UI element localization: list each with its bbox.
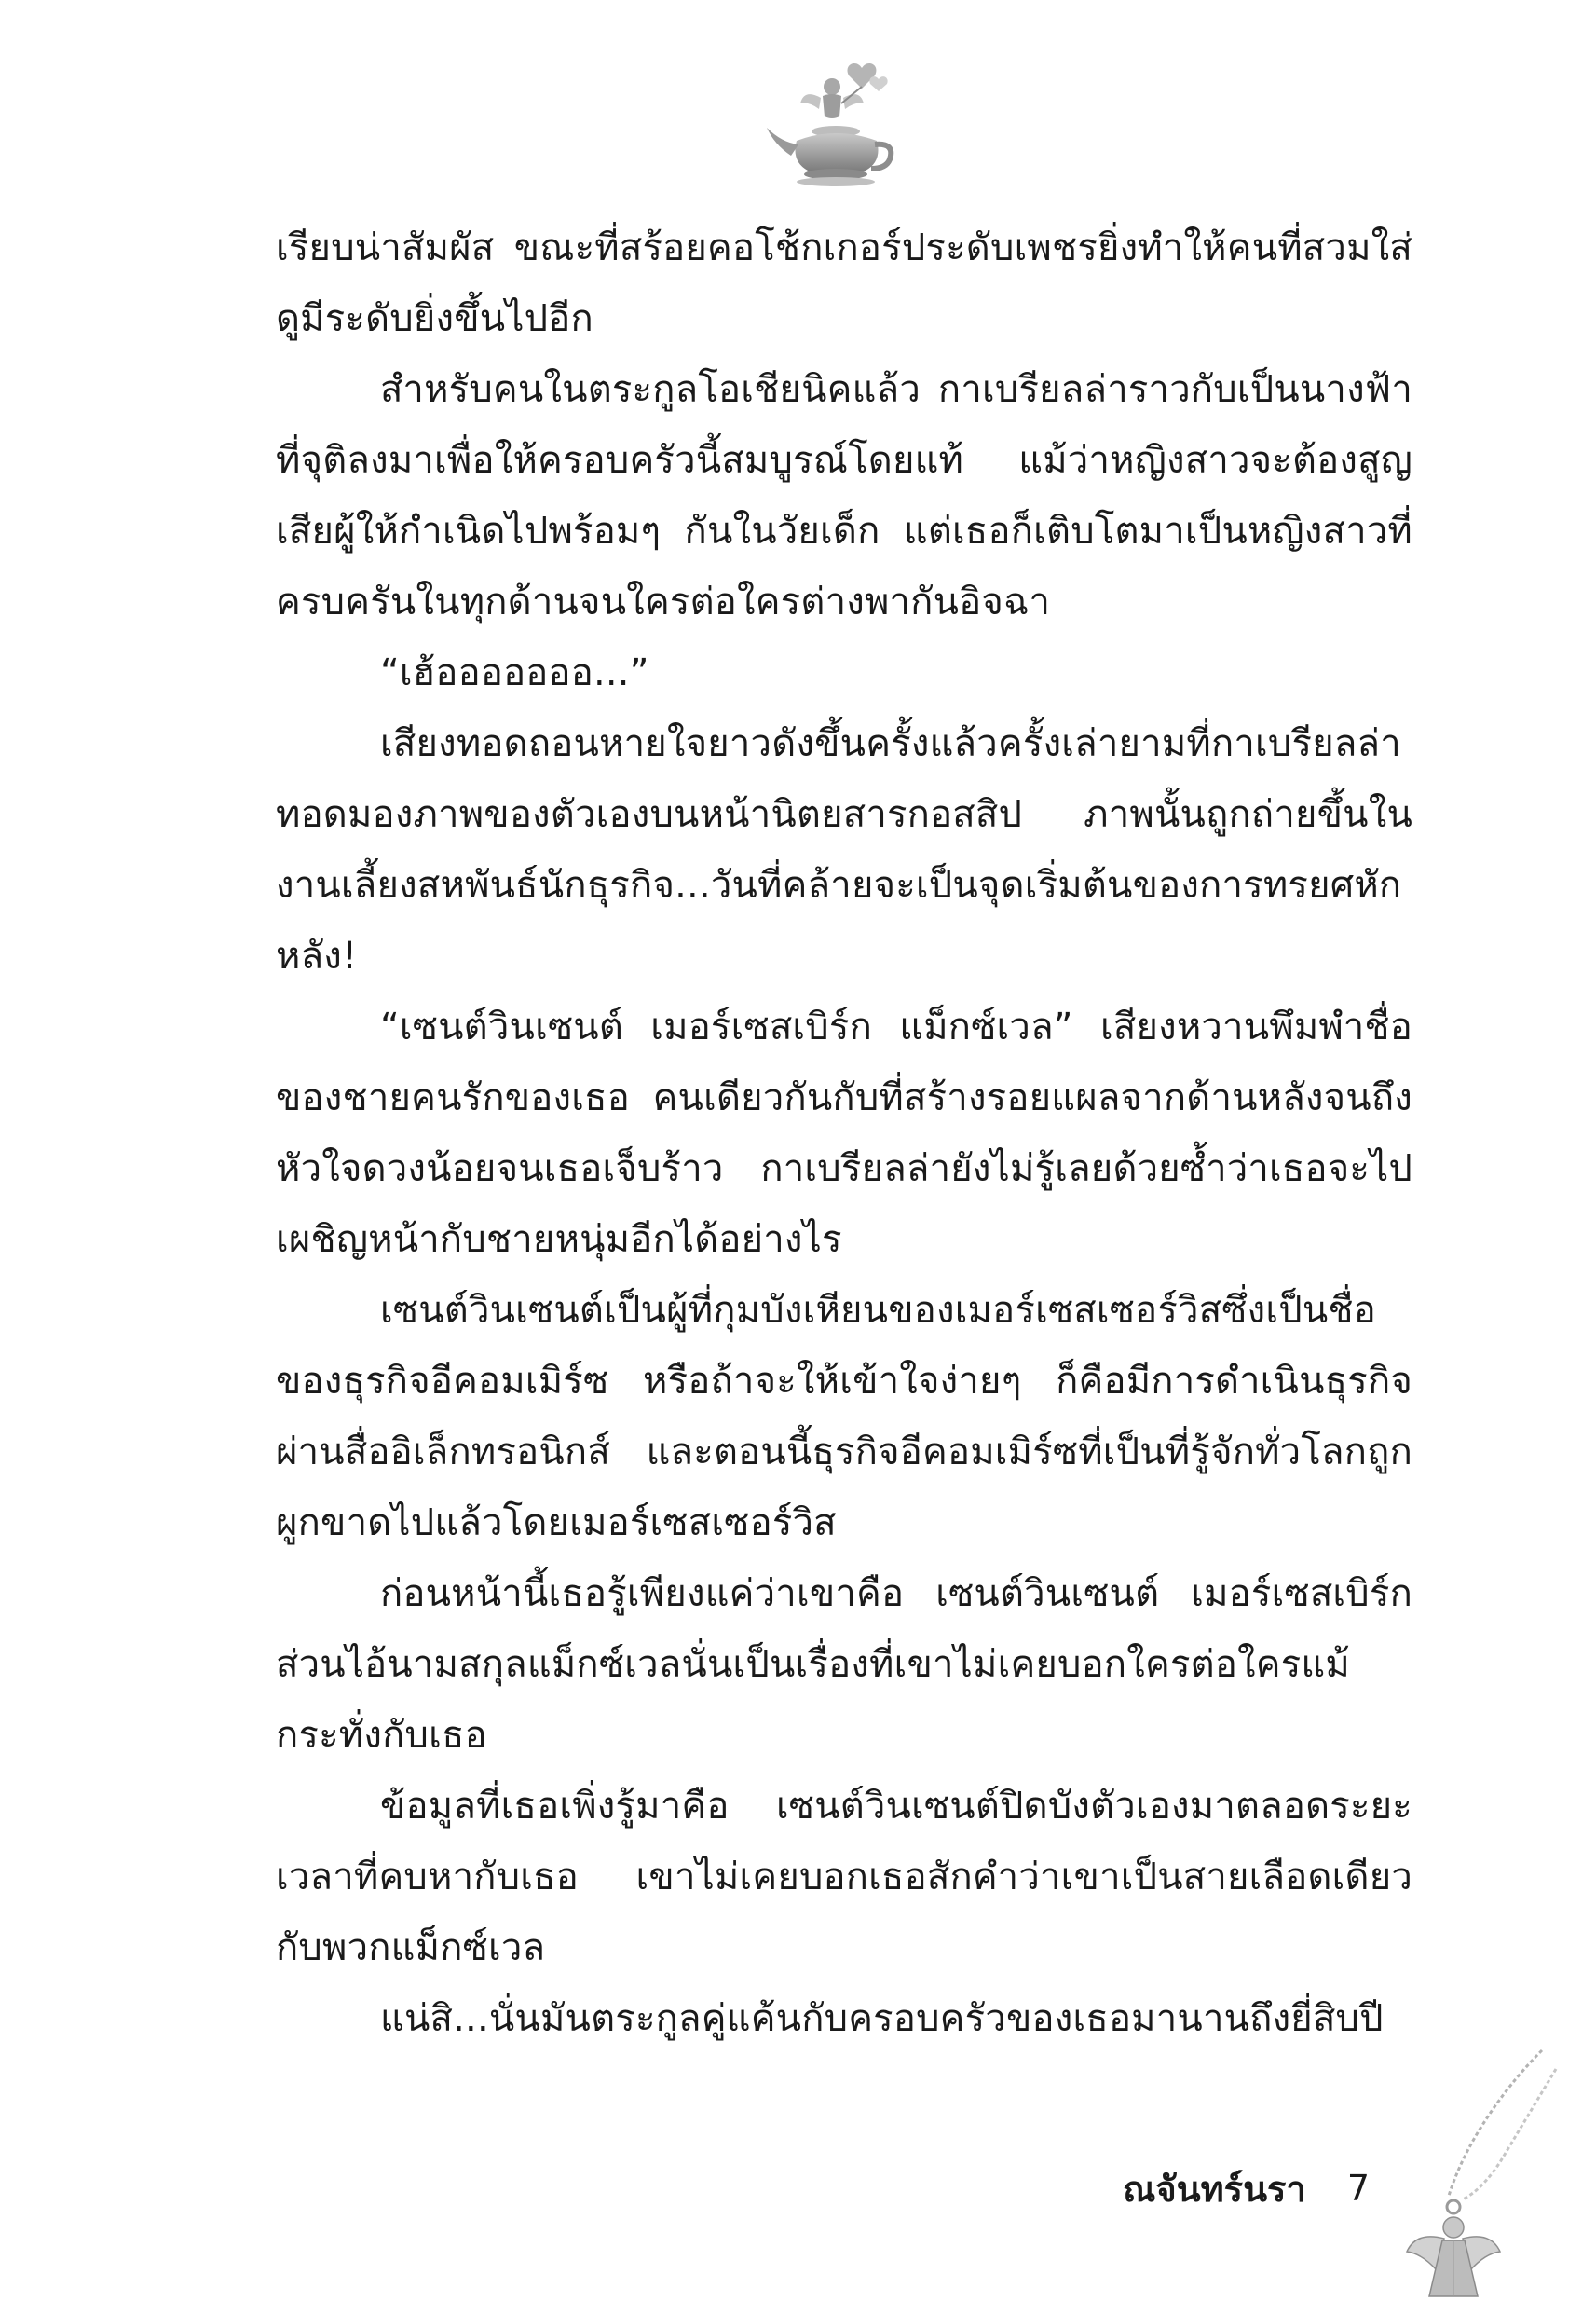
- page-footer: [1062, 2160, 1370, 2216]
- paragraph-7: ก่อนหน้านี้เธอรู้เพียงแค่ว่าเขาคือ เซนต์วินเซนต์ เมอร์เซสเบิร์ก ส่วนไอ้นามสกุลแม็กซ์เวลนั่นเป็นเรื่องที่เขาไม่เคยบอกใครต่อใครแม้กระทั่งกับเธอ: [276, 1572, 1412, 1757]
- paragraph-3: “เฮ้อออออออ...”: [380, 651, 649, 694]
- page-number: 7: [1346, 2168, 1370, 2209]
- author-name: ณจันทร์นรา: [1123, 2168, 1306, 2210]
- teapot-with-cupid-ornament-icon: [759, 51, 908, 191]
- paragraph-4: เสียงทอดถอนหายใจยาวดังขึ้นครั้งแล้วครั้งเล่ายามที่กาเบรียลล่าทอดมองภาพของตัวเองบนหน้านิตยสารกอสสิป ภาพนั้นถูกถ่ายขึ้นในงานเลี้ยงสหพันธ์นักธุรกิจ...วันที่คล้ายจะเป็นจุดเริ่มต้นของการทรยศหักหลัง!: [276, 722, 1412, 978]
- paragraph-6: เซนต์วินเซนต์เป็นผู้ที่กุมบังเหียนของเมอร์เซสเซอร์วิสซึ่งเป็นชื่อของธุรกิจอีคอมเมิร์ซ หรือถ้าจะให้เข้าใจง่ายๆ ก็คือมีการดำเนินธุรกิจผ่านสื่ออิเล็กทรอนิกส์ และตอนนี้ธุรกิจอีคอมเมิร์ซที่เป็นที่รู้จักทั่วโลกถูกผูกขาดไปแล้วโดยเมอร์เซสเซอร์วิส: [276, 1289, 1412, 1544]
- angel-pendant-necklace-icon: [1379, 2041, 1565, 2311]
- paragraph-9: แน่สิ...นั่นมันตระกูลคู่แค้นกับครอบครัวของเธอมานานถึงยี่สิบปี: [380, 1997, 1384, 2040]
- paragraph-1: เรียบน่าสัมผัส ขณะที่สร้อยคอโช้กเกอร์ประดับเพชรยิ่งทำให้คนที่สวมใส่ดูมีระดับยิ่งขึ้นไปอีก: [276, 226, 1412, 340]
- body-text: [276, 212, 1412, 2054]
- paragraph-2: สำหรับคนในตระกูลโอเชียนิคแล้ว กาเบรียลล่าราวกับเป็นนางฟ้าที่จุติลงมาเพื่อให้ครอบครัวนี้สมบูรณ์โดยแท้ แม้ว่าหญิงสาวจะต้องสูญเสียผู้ให้กำเนิดไปพร้อมๆ กันในวัยเด็ก แต่เธอก็เติบโตมาเป็นหญิงสาวที่ครบครันในทุกด้านจนใครต่อใครต่างพากันอิจฉา: [276, 368, 1412, 623]
- paragraph-8: ข้อมูลที่เธอเพิ่งรู้มาคือ เซนต์วินเซนต์ปิดบังตัวเองมาตลอดระยะเวลาที่คบหากับเธอ เขาไม่เคยบอกเธอสักคำว่าเขาเป็นสายเลือดเดียวกับพวกแม็กซ์เวล: [276, 1785, 1412, 1969]
- paragraph-5: “เซนต์วินเซนต์ เมอร์เซสเบิร์ก แม็กซ์เวล” เสียงหวานพึมพำชื่อของชายคนรักของเธอ คนเดียวกันกับที่สร้างรอยแผลจากด้านหลังจนถึงหัวใจดวงน้อยจนเธอเจ็บร้าว กาเบรียลล่ายังไม่รู้เลยด้วยซ้ำว่าเธอจะไปเผชิญหน้ากับชายหนุ่มอีกได้อย่างไร: [276, 1006, 1412, 1261]
